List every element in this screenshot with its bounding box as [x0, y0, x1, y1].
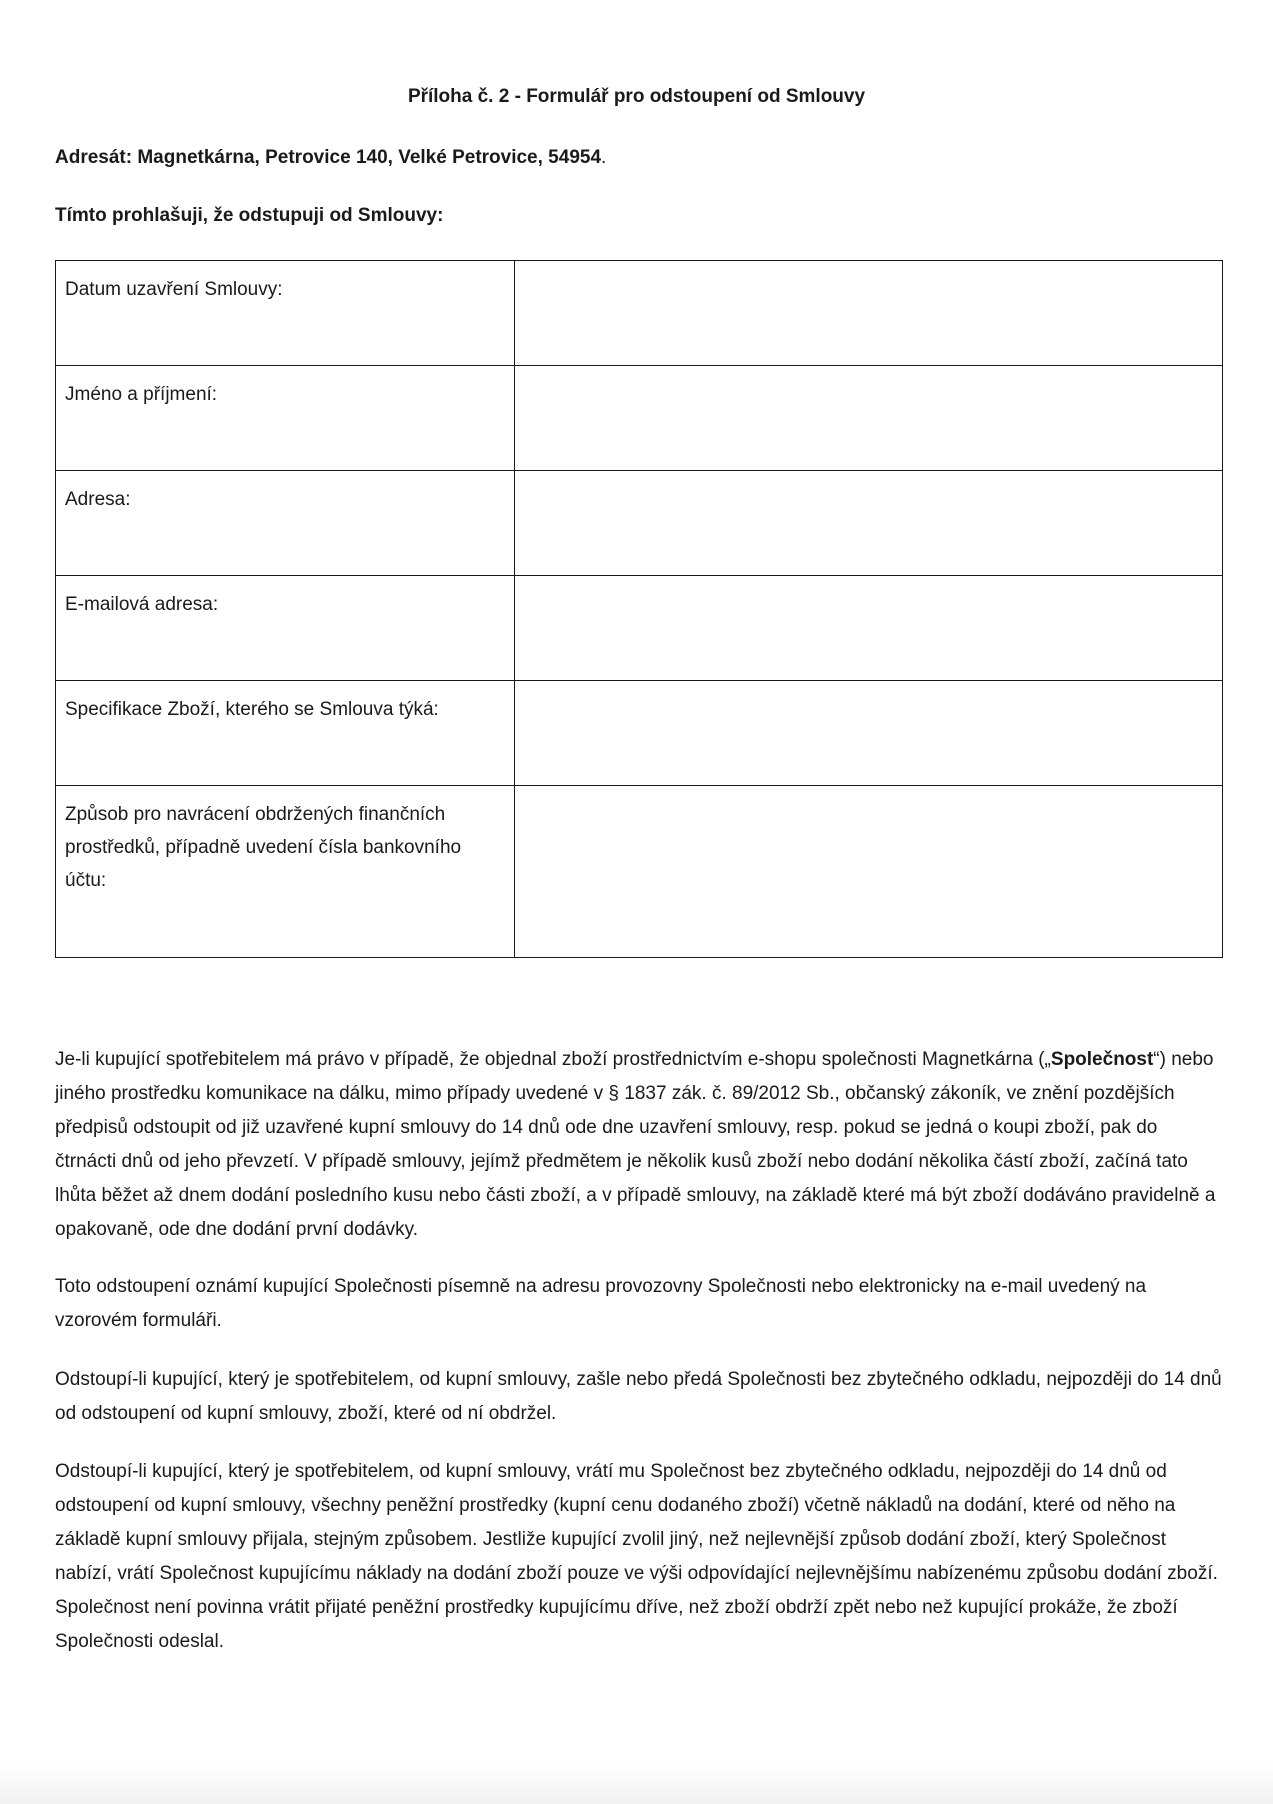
paragraph-text: “) nebo jiného prostředku komunikace na dálku, mimo případy uvedené v § 1837 zák. č. 89/2012 Sb., občanský zákoník, ve znění pozdějších předpisů odstoupit od již uzavřené kupní smlouvy do 14 dnů ode dne uzavření smlouvy, resp. pokud se jedná o koupi zboží, pak do čtrnácti dnů od jeho převzetí. V případě smlouvy, jejímž předmětem je několik kusů zboží nebo dodání několika částí zboží, začíná tato lhůta běžet až dnem dodání posledního kusu nebo části zboží, a v případě smlouvy, na základě které má být zboží dodáváno pravidelně a opakovaně, ode dne dodání první dodávky. [55, 1049, 1216, 1240]
form-row-contract-date [56, 261, 1223, 366]
form-row-address [56, 471, 1223, 576]
page-bottom-shadow [0, 1764, 1273, 1804]
addressee-period: . [601, 147, 607, 168]
form-label: E-mailová adresa: [56, 576, 515, 681]
withdrawal-form-table [55, 260, 1223, 958]
addressee-text: Adresát: Magnetkárna, Petrovice 140, Velké Petrovice, 54954 [55, 147, 602, 168]
form-label: Specifikace Zboží, kterého se Smlouva týká: [56, 681, 515, 786]
refund-method-field[interactable] [515, 786, 1223, 958]
email-field[interactable] [515, 576, 1223, 681]
form-row-email [56, 576, 1223, 681]
declaration-heading: Tímto prohlašuji, že odstupuji od Smlouvy: [55, 205, 444, 226]
form-row-goods-spec [56, 681, 1223, 786]
form-label: Datum uzavření Smlouvy: [56, 261, 515, 366]
paragraph-withdrawal-right [55, 1043, 1223, 1247]
contract-date-field[interactable] [515, 261, 1223, 366]
form-row-name [56, 366, 1223, 471]
address-field[interactable] [515, 471, 1223, 576]
paragraph-return-goods: Odstoupí-li kupující, který je spotřebitelem, od kupní smlouvy, zašle nebo předá Společnosti bez zbytečného odkladu, nejpozději do 14 dnů od odstoupení od kupní smlouvy, zboží, které od ní obdržel. [55, 1369, 1222, 1424]
paragraph-refund: Odstoupí-li kupující, který je spotřebitelem, od kupní smlouvy, vrátí mu Společnost bez zbytečného odkladu, nejpozději do 14 dnů od odstoupení od kupní smlouvy, všechny peněžní prostředky (kupní cenu dodaného zboží) včetně nákladů na dodání, které od něho na základě kupní smlouvy přijala, stejným způsobem. Jestliže kupující zvolil jiný, než nejlevnější způsob dodání zboží, který Společnost nabízí, vrátí Společnost kupujícímu náklady na dodání zboží pouze ve výši odpovídající nejlevnějšímu nabízenému způsobu dodání zboží. Společnost není povinna vrátit přijaté peněžní prostředky kupujícímu dříve, než zboží obdrží zpět nebo než kupující prokáže, že zboží Společnosti odeslal. [55, 1461, 1218, 1652]
paragraph-notification: Toto odstoupení oznámí kupující Společnosti písemně na adresu provozovny Společnosti nebo elektronicky na e-mail uvedený na vzorovém formuláři. [55, 1276, 1147, 1331]
company-term: Společnost [1050, 1049, 1154, 1070]
form-label: Způsob pro navrácení obdržených finančních prostředků, případně uvedení čísla bankovního účtu: [56, 786, 515, 958]
page-title: Příloha č. 2 - Formulář pro odstoupení od Smlouvy [407, 86, 866, 107]
addressee-line [55, 147, 606, 169]
form-label: Adresa: [56, 471, 515, 576]
goods-spec-field[interactable] [515, 681, 1223, 786]
name-field[interactable] [515, 366, 1223, 471]
form-row-refund-method [56, 786, 1223, 958]
form-label: Jméno a příjmení: [56, 366, 515, 471]
paragraph-text: Je-li kupující spotřebitelem má právo v případě, že objednal zboží prostřednictvím e-shopu společnosti Magnetkárna („ [55, 1049, 1051, 1070]
